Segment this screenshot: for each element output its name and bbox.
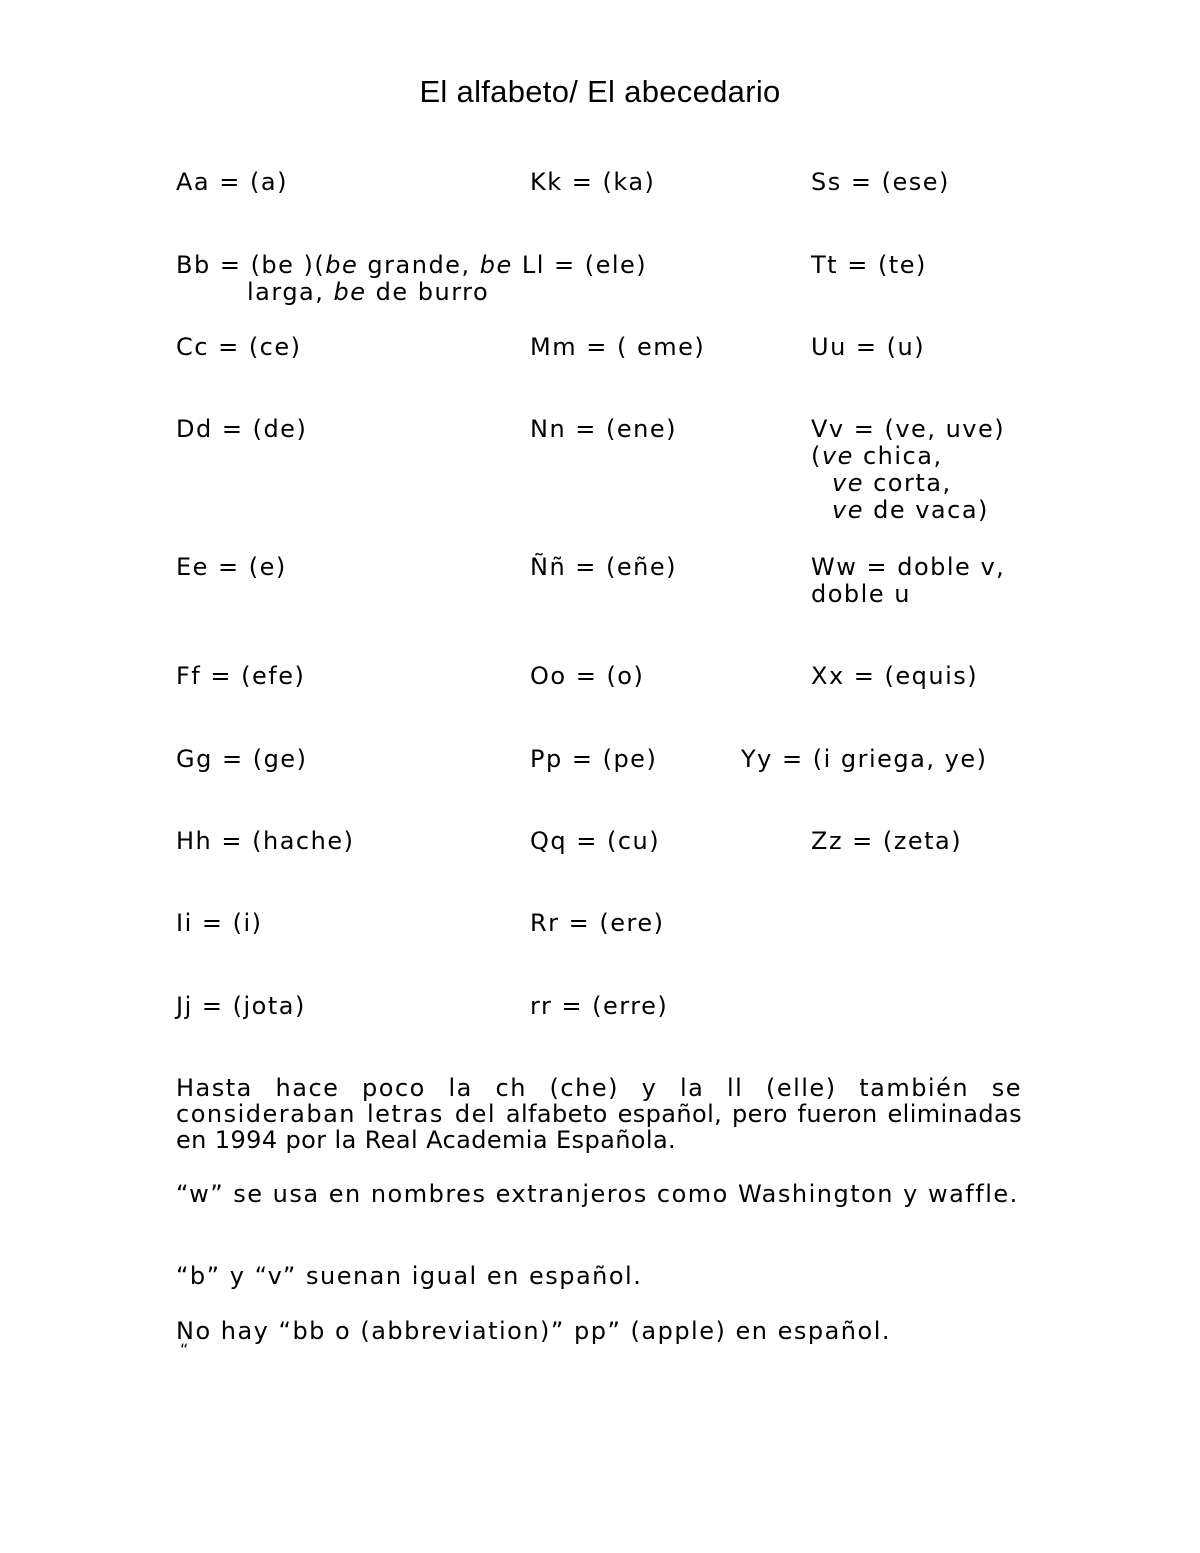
italic-run: be: [479, 251, 513, 279]
letter-entry-v: [811, 416, 1005, 524]
letter-entry-t: Tt = (te): [811, 251, 927, 279]
note-b-v-sound: “b” y “v” suenan igual en español.: [176, 1262, 643, 1290]
letter-entry-w-line1: Ww = doble v,: [811, 553, 1006, 581]
letter-entry-b: [176, 252, 647, 306]
letter-entry-u: Uu = (u): [811, 333, 926, 361]
letter-entry-n: Nn = (ene): [530, 415, 677, 443]
letter-entry-y: Yy = (i griega, ye): [741, 745, 988, 773]
italic-run: ve: [832, 496, 864, 524]
letter-entry-g: Gg = (ge): [176, 745, 308, 773]
letter-entry-x: Xx = (equis): [811, 662, 979, 690]
letter-entry-v-line2: [811, 443, 1005, 470]
text-run: Bb = (be )(: [176, 251, 326, 279]
text-run: de burro: [366, 278, 490, 306]
text-run: (: [811, 442, 822, 470]
italic-run: ve: [832, 469, 864, 497]
text-run: grande,: [358, 251, 480, 279]
text-run: larga,: [247, 278, 334, 306]
text-run: Ll = (ele): [512, 251, 648, 279]
letter-entry-b-line2: [176, 279, 647, 306]
letter-entry-d: Dd = (de): [176, 415, 308, 443]
note-w-usage: “w” se usa en nombres extranjeros como Washington y waffle.: [176, 1180, 1019, 1208]
letter-entry-v-line4: [811, 497, 1005, 524]
letter-entry-p: Pp = (pe): [530, 745, 658, 773]
letter-entry-e: Ee = (e): [176, 553, 287, 581]
note-double-letters: No hay “bb o (abbreviation)” pp” (apple) en español.: [176, 1317, 891, 1345]
letter-entry-w: [811, 554, 1005, 608]
letter-entry-q: Qq = (cu): [530, 827, 661, 855]
text-run: chica,: [853, 442, 943, 470]
page-title: El alfabeto/ El abecedario: [419, 74, 781, 109]
italic-run: be: [333, 278, 367, 306]
letter-entry-m: Mm = ( eme): [530, 333, 706, 361]
letter-entry-enye: Ññ = (eñe): [530, 553, 677, 581]
text-run: corta,: [863, 469, 952, 497]
letter-entry-c: Cc = (ce): [176, 333, 302, 361]
letter-entry-b-line1: [176, 252, 647, 279]
letter-entry-v-line3: [811, 470, 1005, 497]
letter-entry-z: Zz = (zeta): [811, 827, 963, 855]
stray-quote-mark: “: [180, 1340, 189, 1359]
note-ch-ll: [176, 1075, 1022, 1153]
letter-entry-j: Jj = (jota): [176, 992, 306, 1020]
letter-entry-o: Oo = (o): [530, 662, 645, 690]
text-run: alfabeto español, pero fueron eliminadas en 1994 por la Real Academia Española.: [176, 1100, 1022, 1154]
letter-entry-rr: rr = (erre): [530, 992, 669, 1020]
letter-entry-v-line1: Vv = (ve, uve): [811, 415, 1006, 443]
letter-entry-a: Aa = (a): [176, 168, 288, 196]
letter-entry-k: Kk = (ka): [530, 168, 656, 196]
letter-entry-r: Rr = (ere): [530, 909, 665, 937]
letter-entry-w-line2: doble u: [811, 580, 911, 608]
letter-entry-s: Ss = (ese): [811, 168, 950, 196]
italic-run: ve: [821, 442, 854, 470]
text-run: Hasta hace poco la ch (che) y la ll (elle) también se consideraban letras del: [176, 1074, 1022, 1128]
letter-entry-f: Ff = (efe): [176, 662, 306, 690]
italic-run: be: [325, 251, 359, 279]
letter-entry-h: Hh = (hache): [176, 827, 355, 855]
text-run: de vaca): [863, 496, 989, 524]
letter-entry-i: Ii = (i): [176, 909, 263, 937]
